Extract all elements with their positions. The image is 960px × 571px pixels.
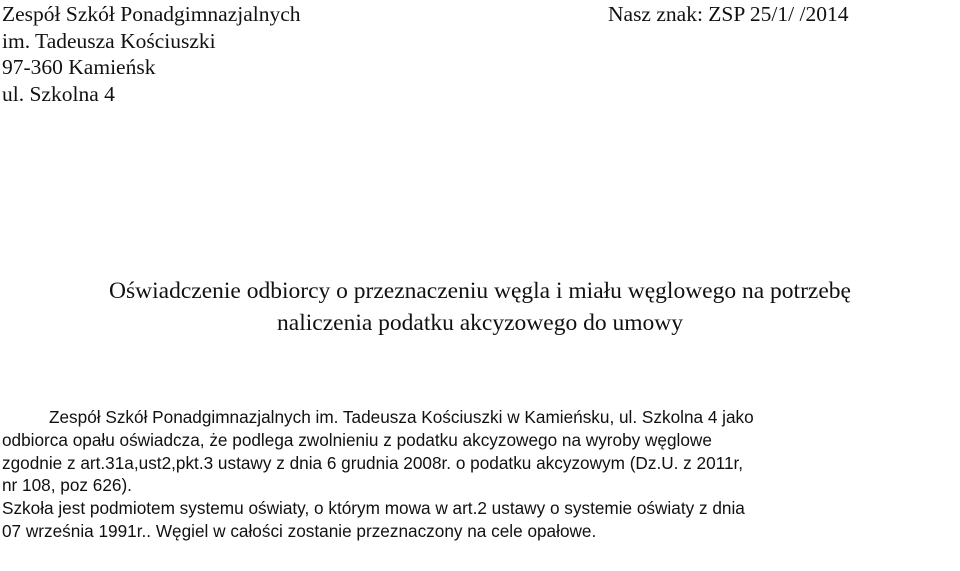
school-patron: im. Tadeusza Kościuszki <box>2 28 216 53</box>
declaration-body <box>2 406 960 543</box>
school-name: Zespół Szkół Ponadgimnazjalnych <box>2 2 301 26</box>
street-address: ul. Szkolna 4 <box>2 81 115 106</box>
postal-city: 97-360 Kamieńsk <box>2 55 156 79</box>
body-line-3: zgodnie z art.31a,ust2,pkt.3 ustawy z dnia 6 grudnia 2008r. o podatku akcyzowym (Dz.U. z 2011r, <box>2 452 744 473</box>
title-line-1: Oświadczenie odbiorcy o przeznaczeniu węgla i miału węglowego na potrzebę <box>109 278 851 304</box>
document-title <box>0 275 960 339</box>
title-line-2: naliczenia podatku akcyzowego do umowy <box>277 310 683 336</box>
body-line-1: Zespół Szkół Ponadgimnazjalnych im. Tadeusza Kościuszki w Kamieńsku, ul. Szkolna 4 jako <box>49 407 754 427</box>
body-line-4: nr 108, poz 626). <box>2 475 132 496</box>
body-line-6: 07 września 1991r.. Węgiel w całości zostanie przeznaczony na cele opałowe. <box>2 520 597 541</box>
sender-address-block <box>2 1 301 107</box>
body-line-5: Szkoła jest podmiotem systemu oświaty, o którym mowa w art.2 ustawy o systemie oświaty z dnia <box>2 498 745 519</box>
reference-number: Nasz znak: ZSP 25/1/ /2014 <box>608 2 849 26</box>
body-line-2: odbiorca opału oświadcza, że podlega zwolnieniu z podatku akcyzowego na wyroby węglowe <box>2 429 712 450</box>
